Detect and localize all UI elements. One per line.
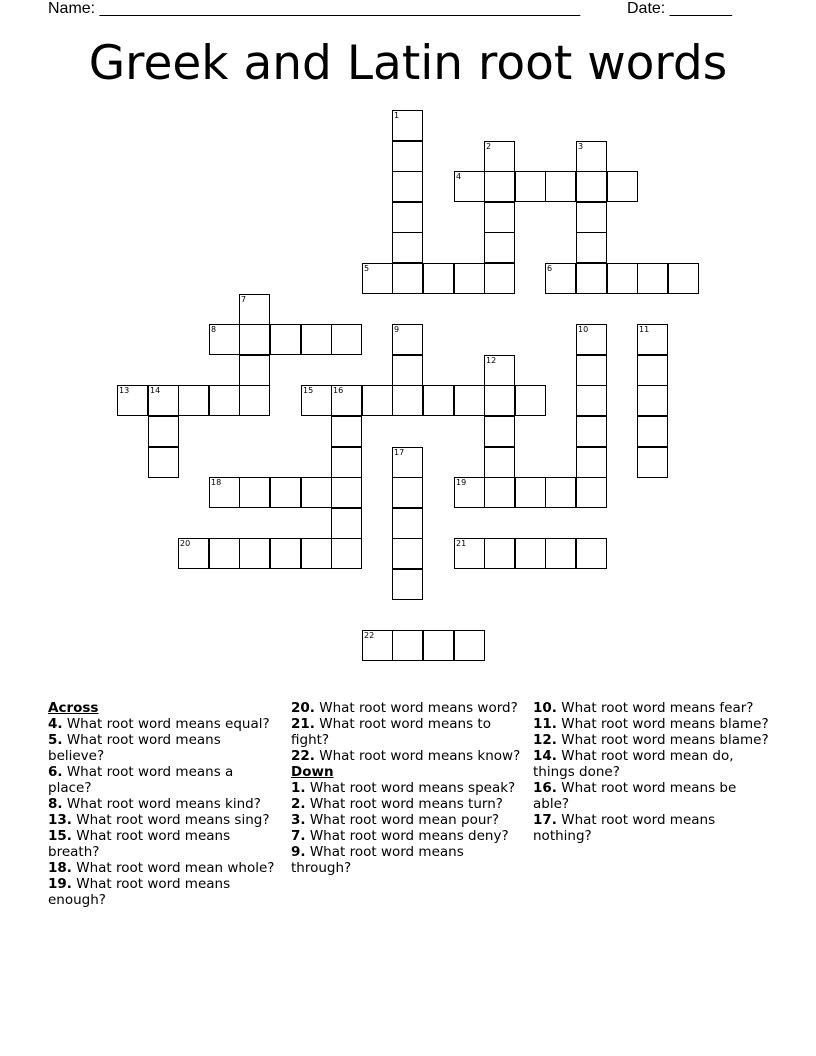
clue-across-19: 19. What root word means enough? xyxy=(48,876,231,908)
crossword-cell[interactable] xyxy=(331,324,362,355)
cell-number: 3 xyxy=(578,142,584,151)
crossword-cell[interactable] xyxy=(270,538,301,569)
crossword-cell[interactable] xyxy=(576,477,607,508)
crossword-cell[interactable] xyxy=(392,385,423,416)
crossword-cell[interactable] xyxy=(423,263,454,294)
crossword-cell[interactable] xyxy=(545,538,576,569)
clue-down-16: 16. What root word means be able? xyxy=(533,780,737,812)
crossword-cell[interactable] xyxy=(576,263,607,294)
crossword-cell[interactable] xyxy=(515,477,546,508)
crossword-cell[interactable] xyxy=(117,385,148,416)
crossword-cell[interactable] xyxy=(331,508,362,539)
crossword-cell[interactable] xyxy=(576,171,607,202)
crossword-cell[interactable] xyxy=(454,630,485,661)
crossword-cell[interactable] xyxy=(545,477,576,508)
crossword-cell[interactable] xyxy=(484,171,515,202)
crossword-cell[interactable] xyxy=(423,385,454,416)
crossword-cell[interactable] xyxy=(239,355,270,386)
cell-number: 9 xyxy=(394,325,400,334)
crossword-cell[interactable] xyxy=(209,385,240,416)
clue-across-20: 20. What root word means word? xyxy=(291,700,518,716)
crossword-cell[interactable] xyxy=(637,263,668,294)
crossword-cell[interactable] xyxy=(576,324,607,355)
cell-number: 17 xyxy=(394,448,405,457)
cell-number: 14 xyxy=(150,386,161,395)
crossword-cell[interactable] xyxy=(545,263,576,294)
cell-number: 18 xyxy=(211,478,222,487)
crossword-cell[interactable] xyxy=(637,447,668,478)
cell-number: 6 xyxy=(547,264,553,273)
crossword-cell[interactable] xyxy=(239,385,270,416)
clue-down-11: 11. What root word means blame? xyxy=(533,716,769,732)
cell-number: 5 xyxy=(364,264,370,273)
crossword-cell[interactable] xyxy=(484,385,515,416)
cell-number: 13 xyxy=(119,386,130,395)
cell-number: 1 xyxy=(394,111,400,120)
crossword-cell[interactable] xyxy=(392,324,423,355)
clue-across-4: 4. What root word means equal? xyxy=(48,716,270,732)
crossword-cell[interactable] xyxy=(209,538,240,569)
crossword-cell[interactable] xyxy=(454,385,485,416)
crossword-cell[interactable] xyxy=(362,385,393,416)
down-heading: Down xyxy=(291,764,334,780)
cell-number: 19 xyxy=(456,478,467,487)
crossword-cell[interactable] xyxy=(576,202,607,233)
clue-across-6: 6. What root word means a place? xyxy=(48,764,234,796)
clue-down-7: 7. What root word means deny? xyxy=(291,828,509,844)
crossword-cell[interactable] xyxy=(392,538,423,569)
crossword-cell[interactable] xyxy=(545,171,576,202)
clue-down-12: 12. What root word means blame? xyxy=(533,732,769,748)
crossword-cell[interactable] xyxy=(637,355,668,386)
crossword-cell[interactable] xyxy=(331,447,362,478)
clue-down-9: 9. What root word means through? xyxy=(291,844,464,876)
crossword-cell[interactable] xyxy=(484,538,515,569)
cell-number: 10 xyxy=(578,325,589,334)
crossword-cell[interactable] xyxy=(576,141,607,172)
crossword-cell[interactable] xyxy=(178,385,209,416)
crossword-cell[interactable] xyxy=(576,385,607,416)
crossword-cell[interactable] xyxy=(576,416,607,447)
cell-number: 12 xyxy=(486,356,497,365)
crossword-cell[interactable] xyxy=(331,416,362,447)
crossword-cell[interactable] xyxy=(270,477,301,508)
crossword-cell[interactable] xyxy=(301,477,332,508)
crossword-cell[interactable] xyxy=(454,538,485,569)
crossword-cell[interactable] xyxy=(239,538,270,569)
clue-down-10: 10. What root word means fear? xyxy=(533,700,754,716)
cell-number: 15 xyxy=(303,386,314,395)
crossword-cell[interactable] xyxy=(148,416,179,447)
crossword-cell[interactable] xyxy=(178,538,209,569)
cell-number: 11 xyxy=(639,325,650,334)
crossword-cell[interactable] xyxy=(239,324,270,355)
crossword-cell[interactable] xyxy=(484,416,515,447)
crossword-cell[interactable] xyxy=(423,630,454,661)
cell-number: 8 xyxy=(211,325,217,334)
clues-column-3 xyxy=(533,700,773,844)
crossword-cell[interactable] xyxy=(148,385,179,416)
crossword-cell[interactable] xyxy=(576,232,607,263)
cell-number: 20 xyxy=(180,539,191,548)
clue-across-21: 21. What root word means to fight? xyxy=(291,716,491,748)
clue-across-15: 15. What root word means breath? xyxy=(48,828,231,860)
crossword-cell[interactable] xyxy=(392,141,423,172)
crossword-cell[interactable] xyxy=(484,477,515,508)
crossword-cell[interactable] xyxy=(484,232,515,263)
cell-number: 4 xyxy=(456,172,462,181)
crossword-cell[interactable] xyxy=(484,202,515,233)
crossword-cell[interactable] xyxy=(637,416,668,447)
clues-column-2 xyxy=(291,700,521,876)
date-field-label: Date: _______ xyxy=(627,0,732,17)
across-heading: Across xyxy=(48,700,99,716)
crossword-cell[interactable] xyxy=(148,447,179,478)
crossword-cell[interactable] xyxy=(331,538,362,569)
clue-across-22: 22. What root word means know? xyxy=(291,748,521,764)
crossword-cell[interactable] xyxy=(515,538,546,569)
crossword-cell[interactable] xyxy=(270,324,301,355)
crossword-cell[interactable] xyxy=(392,110,423,141)
clue-down-2: 2. What root word means turn? xyxy=(291,796,503,812)
crossword-cell[interactable] xyxy=(392,202,423,233)
crossword-cell[interactable] xyxy=(576,447,607,478)
crossword-cell[interactable] xyxy=(209,324,240,355)
crossword-cell[interactable] xyxy=(607,171,638,202)
crossword-cell[interactable] xyxy=(484,263,515,294)
crossword-cell[interactable] xyxy=(637,385,668,416)
crossword-cell[interactable] xyxy=(301,538,332,569)
cell-number: 2 xyxy=(486,142,492,151)
crossword-cell[interactable] xyxy=(209,477,240,508)
clue-across-8: 8. What root word means kind? xyxy=(48,796,261,812)
crossword-cell[interactable] xyxy=(668,263,699,294)
crossword-cell[interactable] xyxy=(331,477,362,508)
crossword-cell[interactable] xyxy=(392,447,423,478)
cell-number: 16 xyxy=(333,386,344,395)
crossword-cell[interactable] xyxy=(362,630,393,661)
crossword-cell[interactable] xyxy=(301,385,332,416)
crossword-cell[interactable] xyxy=(484,355,515,386)
crossword-cell[interactable] xyxy=(484,141,515,172)
crossword-cell[interactable] xyxy=(239,477,270,508)
crossword-cell[interactable] xyxy=(637,324,668,355)
clue-across-5: 5. What root word means believe? xyxy=(48,732,221,764)
crossword-cell[interactable] xyxy=(392,263,423,294)
clue-across-18: 18. What root word mean whole? xyxy=(48,860,275,876)
crossword-cell[interactable] xyxy=(484,447,515,478)
crossword-cell[interactable] xyxy=(239,294,270,325)
crossword-cell[interactable] xyxy=(576,355,607,386)
crossword-cell[interactable] xyxy=(392,569,423,600)
crossword-cell[interactable] xyxy=(392,232,423,263)
clue-down-1: 1. What root word means speak? xyxy=(291,780,516,796)
crossword-cell[interactable] xyxy=(392,171,423,202)
crossword-cell[interactable] xyxy=(392,355,423,386)
name-field-label: Name: ______________________________________________________ xyxy=(48,0,581,17)
clue-down-3: 3. What root word mean pour? xyxy=(291,812,500,828)
cell-number: 22 xyxy=(364,631,375,640)
cell-number: 21 xyxy=(456,539,467,548)
page-title: Greek and Latin root words xyxy=(88,36,728,91)
crossword-cell[interactable] xyxy=(454,263,485,294)
clues-column-1 xyxy=(48,700,276,908)
crossword-cell[interactable] xyxy=(454,171,485,202)
crossword-cell[interactable] xyxy=(301,324,332,355)
clue-down-14: 14. What root word mean do, things done? xyxy=(533,748,734,780)
clue-down-17: 17. What root word means nothing? xyxy=(533,812,716,844)
cell-number: 7 xyxy=(241,295,247,304)
crossword-cell[interactable] xyxy=(392,508,423,539)
crossword-cell[interactable] xyxy=(392,477,423,508)
crossword-cell[interactable] xyxy=(515,385,546,416)
crossword-cell[interactable] xyxy=(515,171,546,202)
clue-across-13: 13. What root word means sing? xyxy=(48,812,270,828)
crossword-cell[interactable] xyxy=(331,385,362,416)
crossword-cell[interactable] xyxy=(576,538,607,569)
crossword-cell[interactable] xyxy=(362,263,393,294)
crossword-cell[interactable] xyxy=(454,477,485,508)
crossword-cell[interactable] xyxy=(607,263,638,294)
crossword-cell[interactable] xyxy=(392,630,423,661)
